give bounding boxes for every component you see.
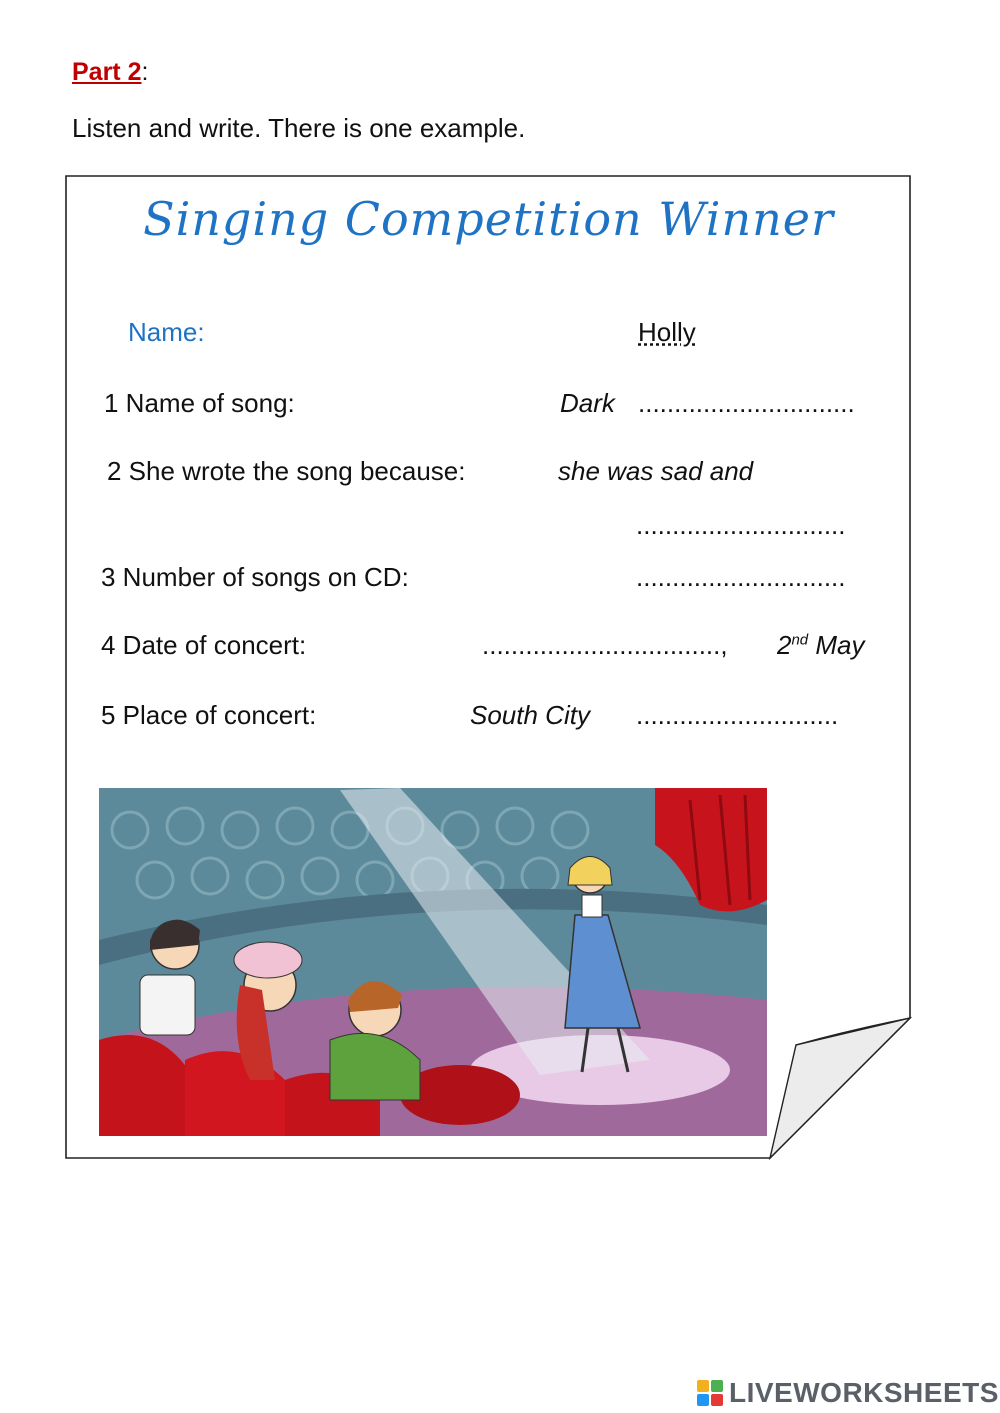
- question-1-label: 1 Name of song:: [104, 388, 295, 418]
- date-month: May: [808, 630, 865, 660]
- part-label: Part 2: [72, 58, 142, 86]
- question-3-label: 3 Number of songs on CD:: [101, 562, 409, 592]
- question-4-label: 4 Date of concert:: [101, 630, 307, 660]
- question-5-value: South City: [470, 700, 590, 730]
- card-title: Singing Competition Winner: [143, 192, 834, 246]
- name-example-value: Holly: [638, 317, 696, 347]
- question-3-answer-field[interactable]: .............................: [636, 562, 846, 592]
- date-day: 2: [777, 630, 792, 660]
- concert-illustration: [99, 788, 767, 1136]
- question-5-label: 5 Place of concert:: [101, 700, 317, 730]
- question-1-value: Dark: [560, 388, 615, 418]
- question-4-value: [777, 630, 865, 661]
- instruction-text: Listen and write. There is one example.: [72, 113, 526, 143]
- part-label-suffix: :: [141, 58, 149, 86]
- question-1-answer-field[interactable]: ..............................: [638, 388, 855, 418]
- liveworksheets-logo: [697, 1376, 999, 1410]
- question-2-label: 2 She wrote the song because:: [107, 456, 466, 486]
- liveworksheets-logo-icon: [697, 1380, 723, 1406]
- date-ordinal: nd: [791, 631, 809, 649]
- question-2-answer-field[interactable]: .............................: [636, 510, 846, 540]
- name-label: Name:: [128, 317, 205, 347]
- question-4-answer-field[interactable]: .................................,: [482, 630, 728, 660]
- logo-text: LIVEWORKSHEETS: [729, 1377, 999, 1408]
- question-2-value: she was sad and: [558, 456, 754, 486]
- question-5-answer-field[interactable]: ............................: [636, 700, 839, 730]
